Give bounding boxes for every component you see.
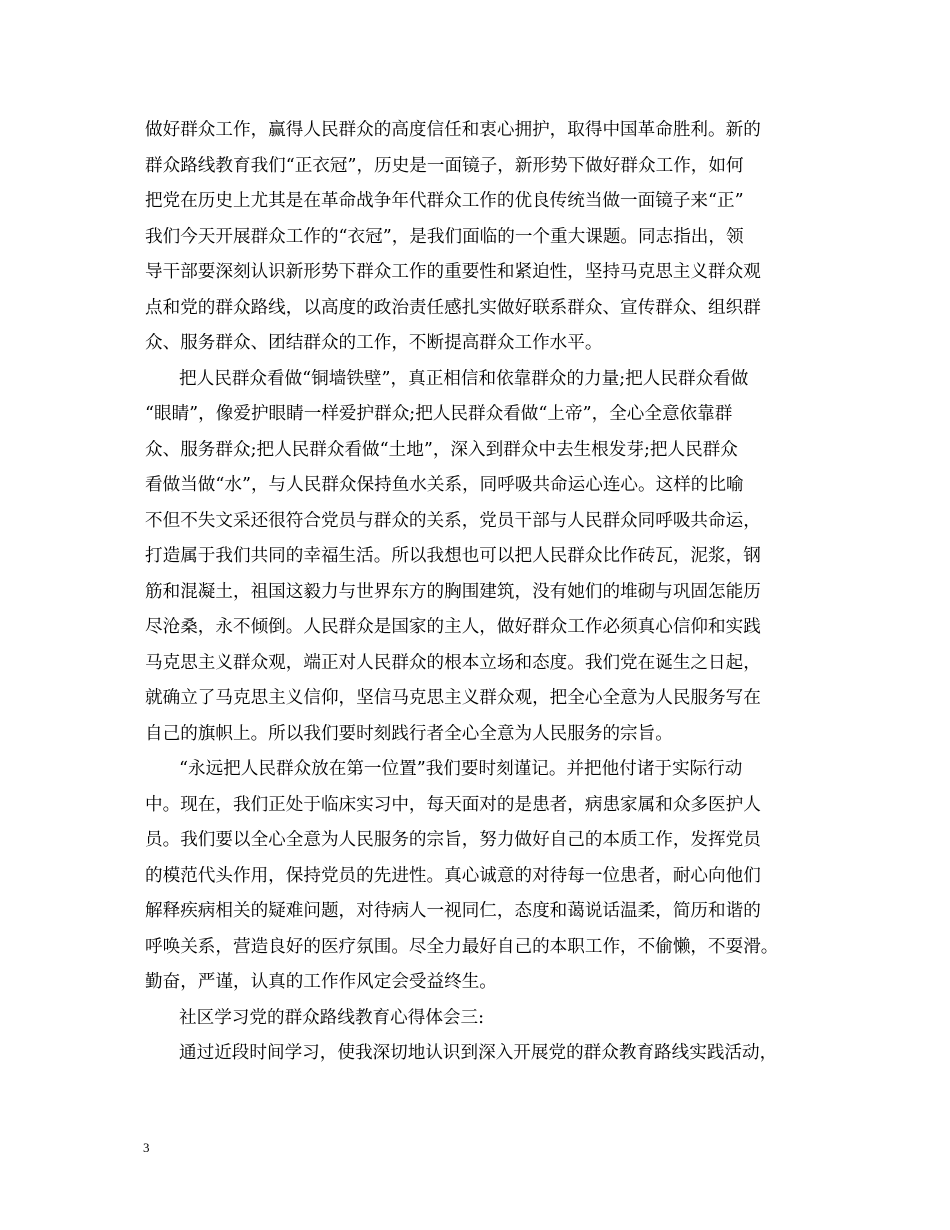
text-line: 不但不失文采还很符合党员与群众的关系，党员干部与人民群众同呼吸共命运， (145, 510, 761, 531)
text-line: 看做当做“水”，与人民群众保持鱼水关系，同呼吸共命运心连心。这样的比喻 (145, 475, 744, 495)
page-number: 3 (143, 1140, 150, 1155)
text-line: 员。我们要以全心全意为人民服务的宗旨，努力做好自己的本质工作，发挥党员 (145, 830, 761, 850)
text-line: 点和党的群众路线，以高度的政治责任感扎实做好联系群众、宣传群众、组织群 (145, 297, 761, 318)
text-line: 呼唤关系，营造良好的医疗氛围。尽全力最好自己的本职工作，不偷懒，不耍滑。 (145, 936, 779, 957)
text-line: 中。现在，我们正处于临床实习中，每天面对的是患者，病患家属和众多医护人 (145, 794, 761, 815)
body-text (145, 113, 815, 1072)
paragraph-start-line: 通过近段时间学习，使我深切地认识到深入开展党的群众教育路线实践活动， (179, 1043, 778, 1063)
paragraph-start-line: “永远把人民群众放在第一位置”我们要时刻谨记。并把他付诸于实际行动 (179, 759, 743, 779)
text-line: 尽沧桑，永不倾倒。人民群众是国家的主人，做好群众工作必须真心信仰和实践 (145, 617, 761, 637)
text-line: 导干部要深刻认识新形势下群众工作的重要性和紧迫性，坚持马克思主义群众观 (145, 262, 761, 282)
text-line: 众、服务群众;把人民群众看做“土地”，深入到群众中去生根发芽;把人民群众 (145, 439, 738, 460)
text-line: 打造属于我们共同的幸福生活。所以我想也可以把人民群众比作砖瓦，泥浆，钢 (145, 546, 761, 566)
text-line: 群众路线教育我们“正衣冠”，历史是一面镜子，新形势下做好群众工作，如何 (145, 155, 744, 176)
section-heading: 社区学习党的群众路线教育心得体会三: (179, 1007, 485, 1028)
text-line: 众、服务群众、团结群众的工作，不断提高群众工作水平。 (145, 333, 603, 353)
text-line: 就确立了马克思主义信仰，坚信马克思主义群众观，把全心全意为人民服务写在 (145, 688, 761, 708)
text-line: 自己的旗帜上。所以我们要时刻践行者全心全意为人民服务的宗旨。 (145, 723, 673, 744)
text-line: 的模范代头作用，保持党员的先进性。真心诚意的对待每一位患者，耐心向他们 (145, 865, 761, 886)
text-line: 把党在历史上尤其是在革命战争年代群众工作的优良传统当做一面镜子来“正” (145, 191, 744, 211)
text-line: 勤奋，严谨，认真的工作作风定会受益终生。 (145, 972, 497, 992)
text-line: 马克思主义群众观，端正对人民群众的根本立场和态度。我们党在诞生之日起， (145, 652, 761, 673)
text-line: 解释疾病相关的疑难问题，对待病人一视同仁，态度和蔼说话温柔，简历和谐的 (145, 901, 761, 921)
text-line: 筋和混凝土，祖国这毅力与世界东方的胸围建筑，没有她们的堆砌与巩固怎能历 (145, 581, 761, 602)
paragraph-start-line: 把人民群众看做“铜墙铁壁”，真正相信和依靠群众的力量;把人民群众看做 (179, 368, 749, 389)
text-line: 做好群众工作，赢得人民群众的高度信任和衷心拥护，取得中国革命胜利。新的 (145, 120, 761, 140)
text-line: “眼睛”，像爱护眼睛一样爱护群众;把人民群众看做“上帝”，全心全意依靠群 (145, 404, 733, 424)
text-line: 我们今天开展群众工作的“衣冠”，是我们面临的一个重大课题。同志指出，领 (145, 226, 744, 247)
